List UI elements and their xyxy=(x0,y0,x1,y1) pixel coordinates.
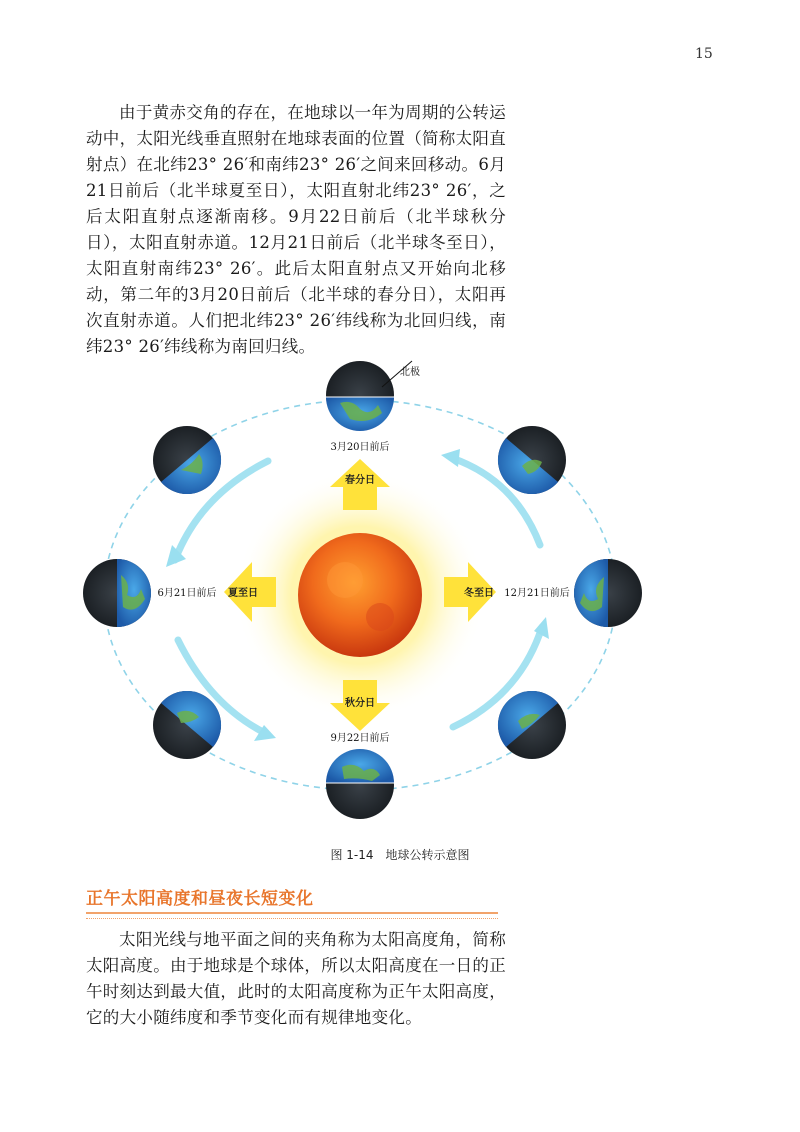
mar-term-label: 春分日 xyxy=(345,475,375,486)
section-title: 正午太阳高度和昼夜长短变化 xyxy=(86,889,314,909)
earth-december xyxy=(574,559,642,627)
dec-date-label: 12月21日前后 xyxy=(504,588,570,599)
earth-revolution-figure xyxy=(60,355,700,835)
jun-date-label: 6月21日前后 xyxy=(157,588,217,599)
earth-june xyxy=(83,559,151,627)
section-divider xyxy=(86,912,498,919)
earth-between-mar-jun xyxy=(153,426,221,494)
sep-term-label: 秋分日 xyxy=(345,698,375,709)
mar-date-label: 3月20日前后 xyxy=(330,442,390,453)
intro-paragraph: 由于黄赤交角的存在，在地球以一年为周期的公转运动中，太阳光线垂直照射在地球表面的位置（简称太阳直射点）在北纬23° 26′和南纬23° 26′之间来回移动。6月21日前后（北半球夏至日），太阳直射北纬23° 26′，之后太阳直射点逐渐南移。9月22日前后（北半球秋分日），太阳直射赤道。12月21日前后（北半球冬至日），太阳直射南纬23° 26′。此后太阳直射点又开始向北移动，第二年的3月20日前后（北半球的春分日），太阳再次直射赤道。人们把北纬23° 26′纬线称为北回归线，南纬23° 26′纬线称为南回归线。 xyxy=(86,103,506,356)
earth-between-jun-sep xyxy=(153,691,221,759)
dec-term-label: 冬至日 xyxy=(464,588,494,599)
figure-number: 图 1-14 xyxy=(330,848,374,862)
sun xyxy=(298,533,422,657)
north-pole-label: 北极 xyxy=(400,367,420,378)
figure-caption xyxy=(0,846,800,863)
jun-term-label: 夏至日 xyxy=(228,588,258,599)
page-number: 15 xyxy=(695,46,713,62)
earth-september xyxy=(326,749,394,819)
earth-between-sep-dec xyxy=(498,691,566,759)
figure-title: 地球公转示意图 xyxy=(385,848,470,862)
earth-between-dec-mar xyxy=(498,426,566,494)
sep-date-label: 9月22日前后 xyxy=(330,733,390,744)
solar-altitude-paragraph: 太阳光线与地平面之间的夹角称为太阳高度角，简称太阳高度。由于地球是个球体，所以太阳高度在一日的正午时刻达到最大值，此时的太阳高度称为正午太阳高度，它的大小随纬度和季节变化而有规律地变化。 xyxy=(86,930,506,1027)
